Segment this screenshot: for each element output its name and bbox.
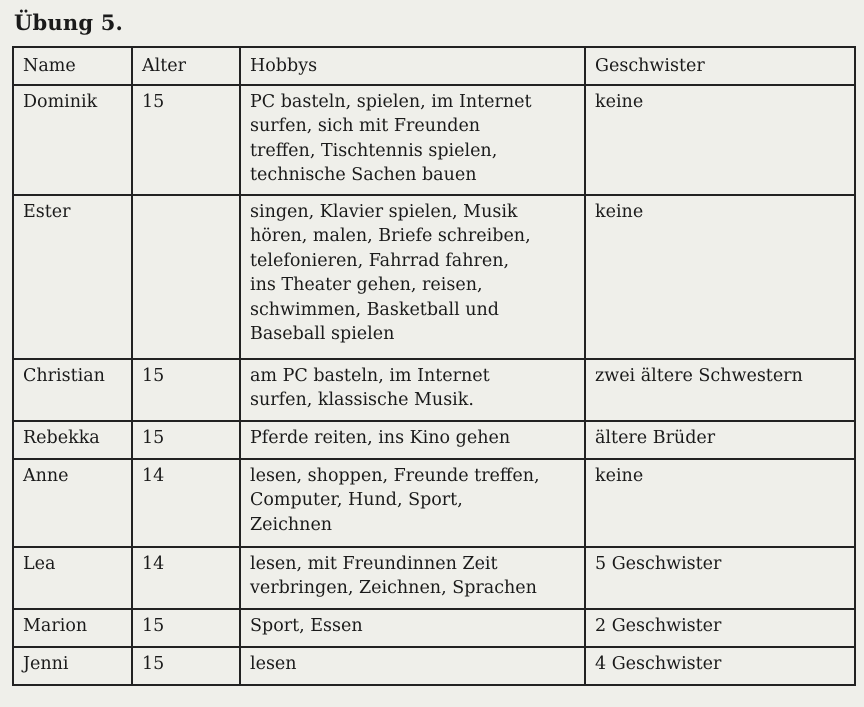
cell-alter: 15 — [132, 85, 240, 195]
table-row — [13, 547, 855, 609]
cell-alter: 15 — [132, 421, 240, 459]
table-row — [13, 195, 855, 359]
cell-geschwister: 4 Geschwister — [585, 647, 855, 685]
cell-hobbys: PC basteln, spielen, im Internet surfen, sich mit Freunden treffen, Tischtennis spielen, technische Sachen bauen — [240, 85, 585, 195]
hobbies-table — [12, 46, 856, 686]
cell-hobbys: am PC basteln, im Internet surfen, klassische Musik. — [240, 359, 585, 421]
cell-name: Jenni — [13, 647, 132, 685]
table-header-row — [13, 47, 855, 85]
cell-geschwister: zwei ältere Schwestern — [585, 359, 855, 421]
cell-hobbys: lesen, shoppen, Freunde treffen, Computer, Hund, Sport, Zeichnen — [240, 459, 585, 547]
cell-hobbys: lesen — [240, 647, 585, 685]
cell-geschwister: keine — [585, 85, 855, 195]
cell-alter: 15 — [132, 647, 240, 685]
cell-name: Ester — [13, 195, 132, 359]
cell-alter: 14 — [132, 459, 240, 547]
cell-alter: 14 — [132, 547, 240, 609]
cell-name: Dominik — [13, 85, 132, 195]
header-name: Name — [13, 47, 132, 85]
cell-hobbys: singen, Klavier spielen, Musik hören, malen, Briefe schreiben, telefonieren, Fahrrad fahren, ins Theater gehen, reisen, schwimmen, Basketball und Baseball spielen — [240, 195, 585, 359]
header-geschwister: Geschwister — [585, 47, 855, 85]
cell-hobbys: Pferde reiten, ins Kino gehen — [240, 421, 585, 459]
cell-geschwister: 2 Geschwister — [585, 609, 855, 647]
table-row — [13, 359, 855, 421]
cell-hobbys: lesen, mit Freundinnen Zeit verbringen, Zeichnen, Sprachen — [240, 547, 585, 609]
cell-alter — [132, 195, 240, 359]
table-row — [13, 609, 855, 647]
cell-alter: 15 — [132, 359, 240, 421]
cell-name: Anne — [13, 459, 132, 547]
cell-alter: 15 — [132, 609, 240, 647]
cell-name: Lea — [13, 547, 132, 609]
header-alter: Alter — [132, 47, 240, 85]
cell-geschwister: keine — [585, 195, 855, 359]
table-row — [13, 647, 855, 685]
cell-hobbys: Sport, Essen — [240, 609, 585, 647]
cell-geschwister: keine — [585, 459, 855, 547]
cell-geschwister: 5 Geschwister — [585, 547, 855, 609]
cell-name: Rebekka — [13, 421, 132, 459]
exercise-title: Übung 5. — [14, 10, 124, 35]
header-hobbys: Hobbys — [240, 47, 585, 85]
cell-name: Marion — [13, 609, 132, 647]
table-row — [13, 85, 855, 195]
table-row — [13, 459, 855, 547]
cell-name: Christian — [13, 359, 132, 421]
cell-geschwister: ältere Brüder — [585, 421, 855, 459]
table-row — [13, 421, 855, 459]
